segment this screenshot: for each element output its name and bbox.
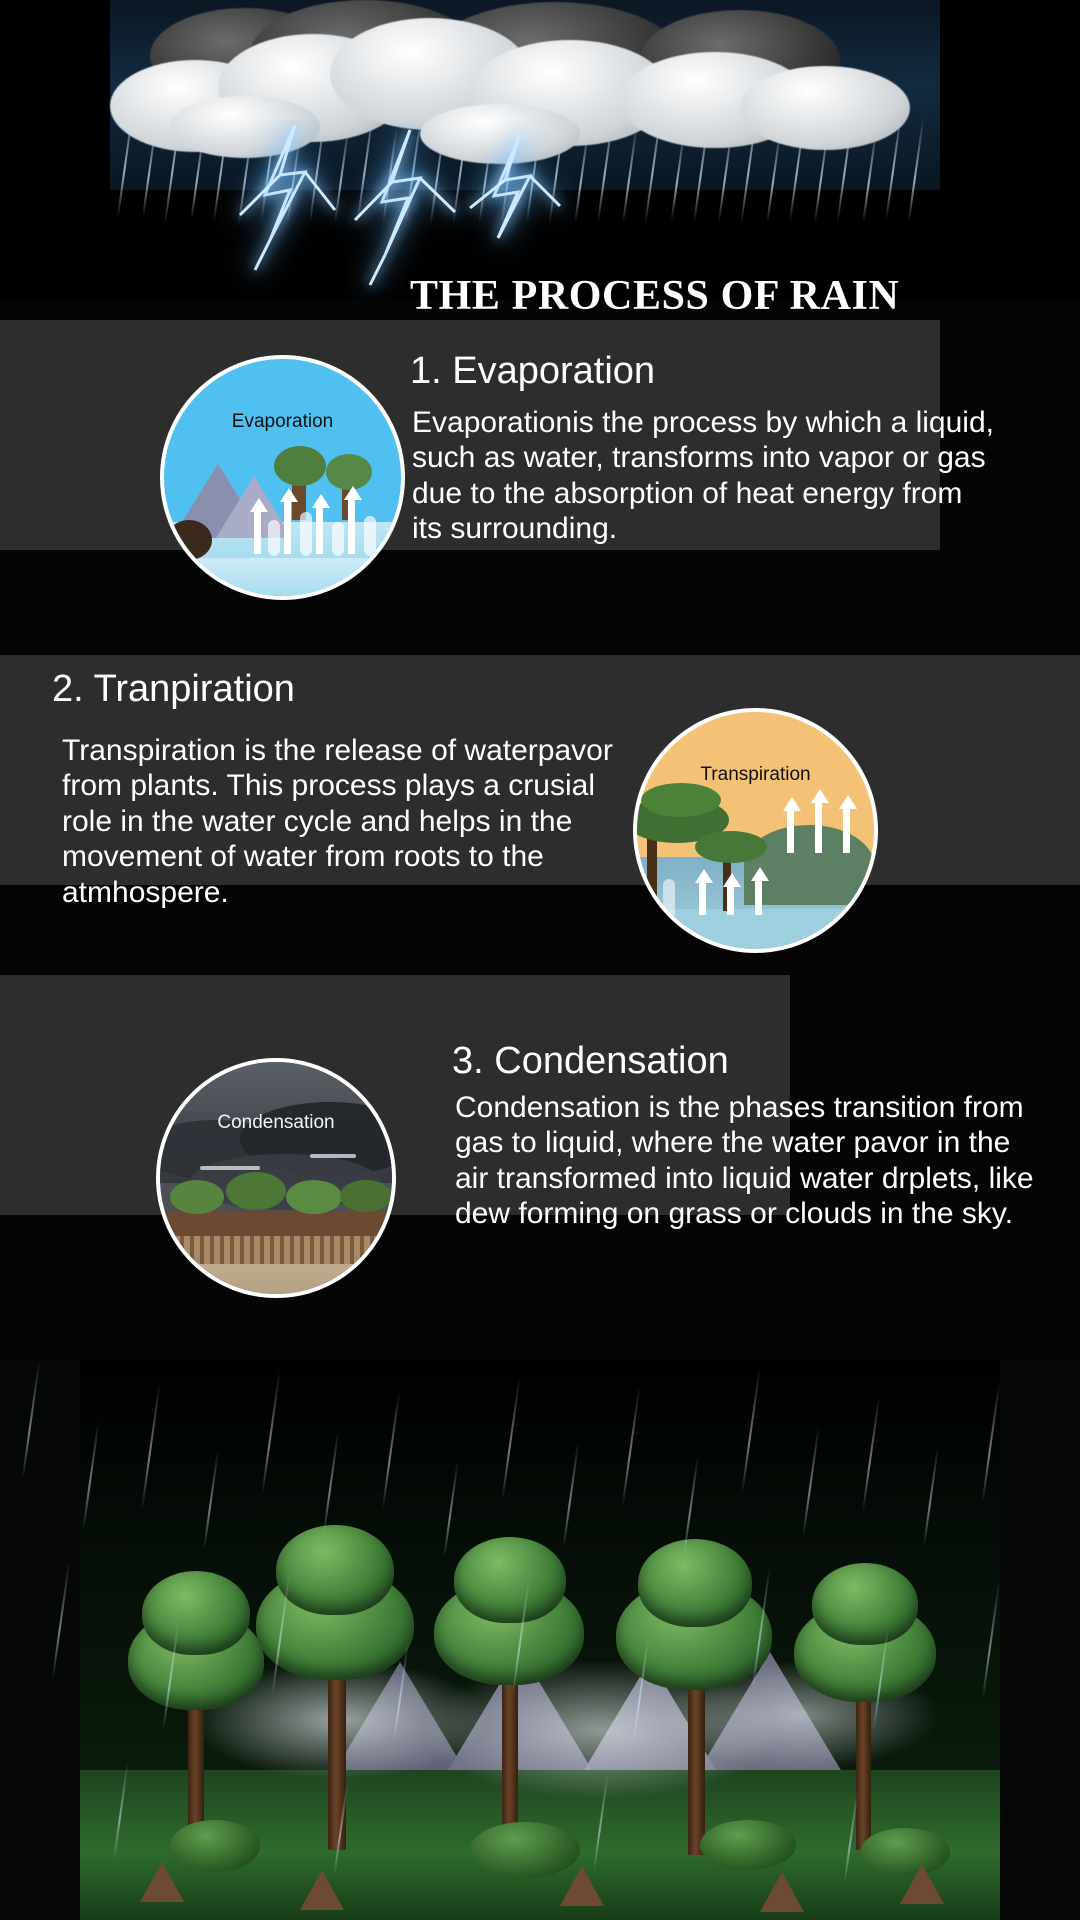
transpiration-circle-label: Transpiration: [700, 764, 811, 785]
condensation-circle-label: Condensation: [217, 1112, 335, 1133]
page-title: THE PROCESS OF RAIN: [410, 273, 900, 319]
storm-scene-illustration: [0, 0, 1080, 300]
forest-rain: [0, 1360, 1080, 1920]
evaporation-illustration: [160, 355, 405, 600]
step-3-heading: 3. Condensation: [452, 1040, 729, 1082]
step-3-body: Condensation is the phases transition from gas to liquid, where the water pavor in the air transformed into liquid water drplets, like dew forming on grass or clouds in the sky.: [455, 1091, 1034, 1231]
step-2-body: Transpiration is the release of waterpavor from plants. This process plays a crusial role in the water cycle and helps in the movement of water from roots to the atmhospere.: [62, 734, 613, 909]
step-1-heading: 1. Evaporation: [410, 350, 656, 392]
step-2-heading: 2. Tranpiration: [52, 668, 295, 710]
step-1-body: Evaporationis the process by which a liquid, such as water, transforms into vapor or gas due to the absorption of heat energy from its surrounding.: [412, 406, 994, 546]
condensation-illustration: [156, 1058, 396, 1298]
forest-scene-illustration: [0, 1360, 1080, 1920]
transpiration-illustration: [633, 708, 878, 953]
evaporation-circle-label: Evaporation: [231, 411, 334, 432]
